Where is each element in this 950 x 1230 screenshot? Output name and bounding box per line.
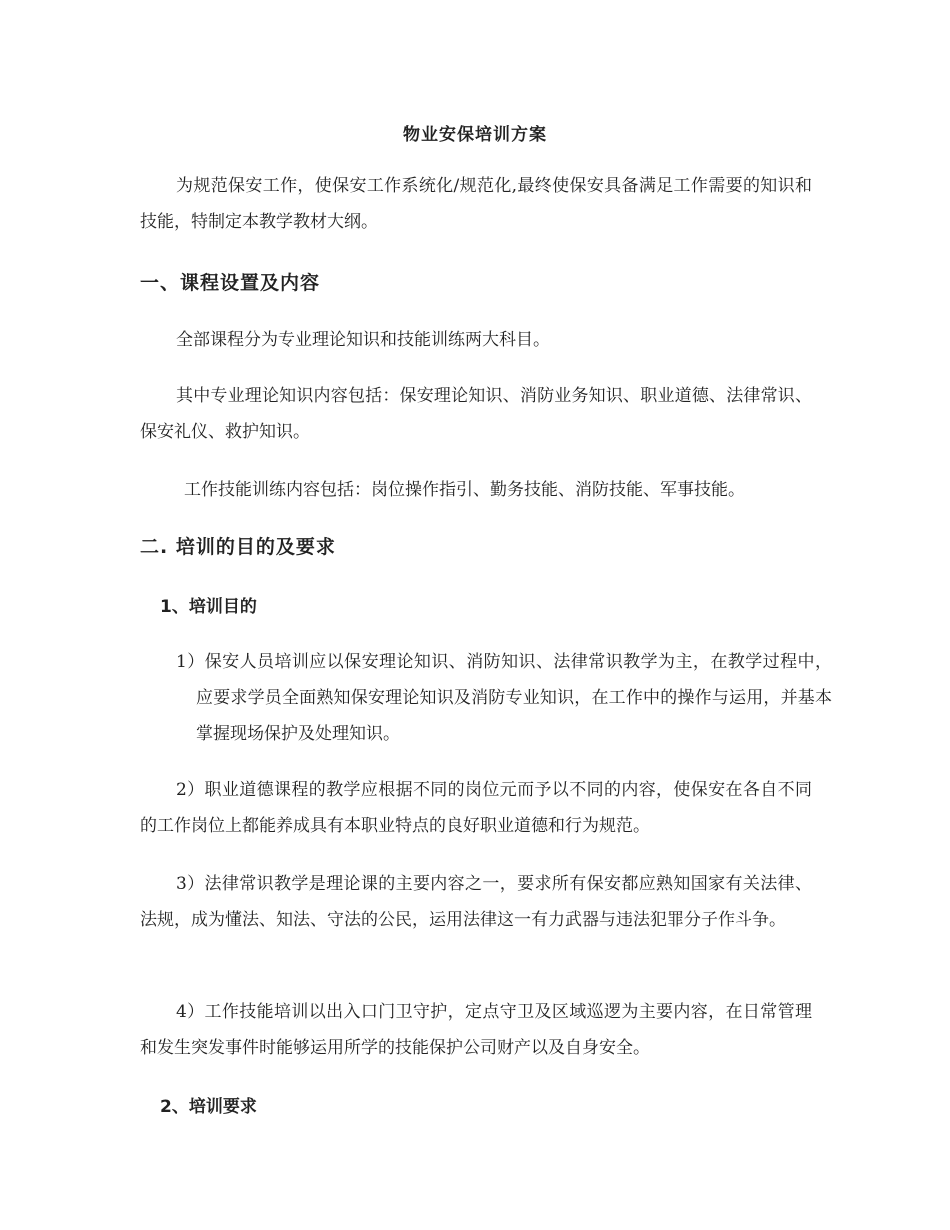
course-paragraph-1: 全部课程分为专业理论知识和技能训练两大科目。 bbox=[176, 330, 550, 350]
goal-item-4: 4）工作技能培训以出入口门卫守护，定点守卫及区域巡逻为主要内容，在日常管理和发生突发事件时能够运用所学的技能保护公司财产以及自身安全。 bbox=[140, 1002, 812, 1058]
section-heading-goals: 二. 培训的目的及要求 bbox=[140, 536, 336, 558]
course-paragraph-3: 工作技能训练内容包括：岗位操作指引、勤务技能、消防技能、军事技能。 bbox=[184, 480, 745, 500]
section-heading-course: 一、课程设置及内容 bbox=[140, 272, 321, 294]
goal-item-3: 3）法律常识教学是理论课的主要内容之一，要求所有保安都应熟知国家有关法律、法规，成为懂法、知法、守法的公民，运用法律这一有力武器与违法犯罪分子作斗争。 bbox=[140, 874, 812, 930]
goal-item-2: 2）职业道德课程的教学应根据不同的岗位元而予以不同的内容，使保安在各自不同的工作岗位上都能养成具有本职业特点的良好职业道德和行为规范。 bbox=[140, 780, 812, 836]
document-title: 物业安保培训方案 bbox=[403, 125, 547, 145]
subheading-training-requirements: 2、培训要求 bbox=[160, 1097, 257, 1117]
intro-paragraph: 为规范保安工作，使保安工作系统化/规范化,最终使保安具备满足工作需要的知识和技能，特制定本教学教材大纲。 bbox=[140, 176, 812, 232]
subheading-training-goal: 1、培训目的 bbox=[160, 597, 257, 617]
goal-item-1: 1）保安人员培训应以保安理论知识、消防知识、法律常识教学为主，在教学过程中，应要求学员全面熟知保安理论知识及消防专业知识，在工作中的操作与运用，并基本掌握现场保护及处理知识。 bbox=[176, 652, 832, 744]
course-paragraph-2: 其中专业理论知识内容包括：保安理论知识、消防业务知识、职业道德、法律常识、保安礼仪、救护知识。 bbox=[140, 386, 812, 442]
